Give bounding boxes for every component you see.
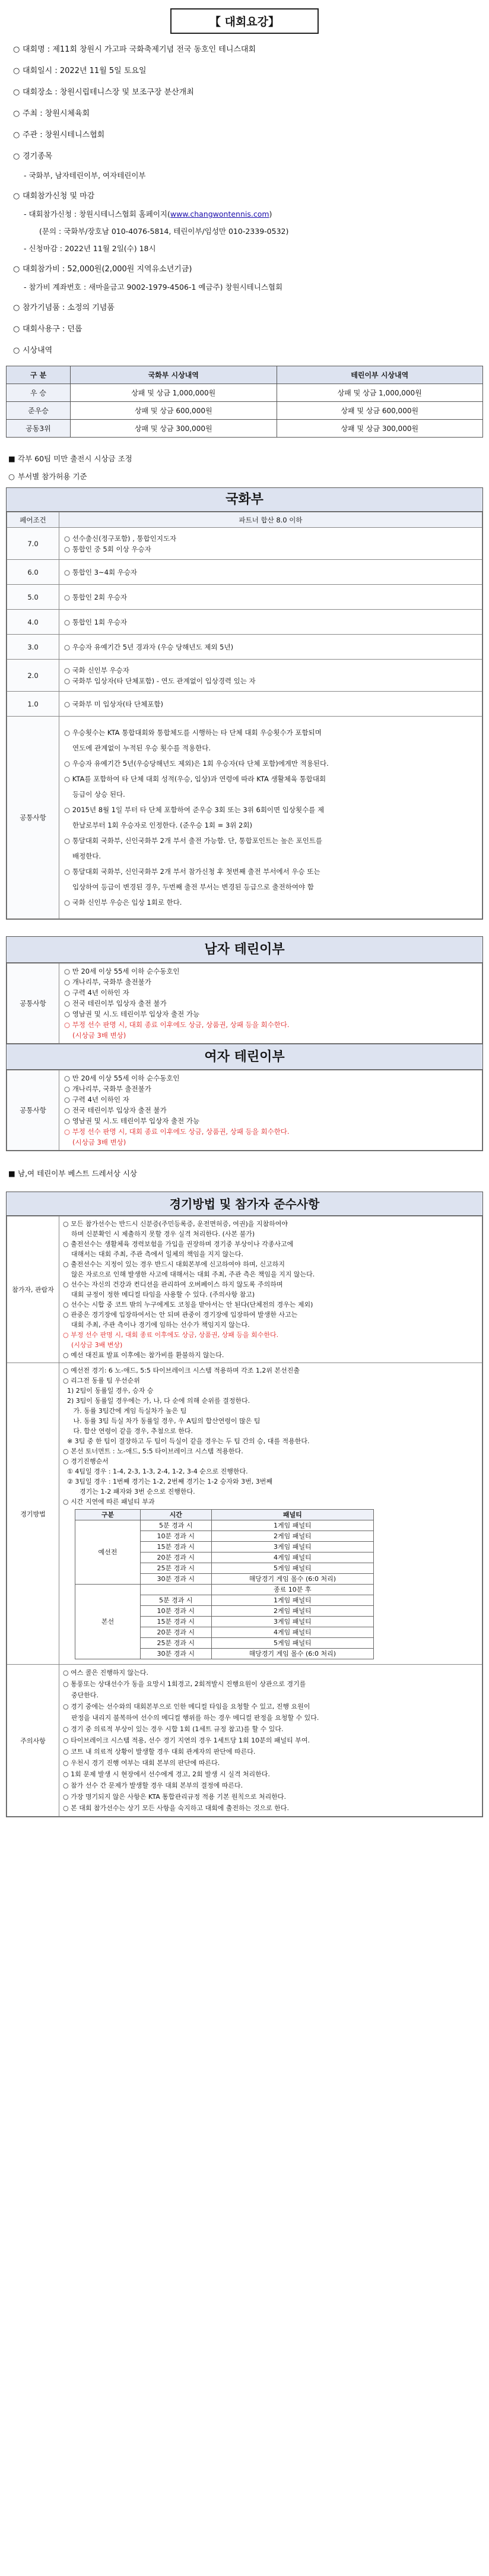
gukhwa-score: 7.0 <box>7 528 59 560</box>
penalty-table: 구분 시간 패널티 예선전 5분 경과 시 1게임 패널티 10분 경과 시 2게임 패널티 15분 경과 시 3게임 패널티 20분 경과 시 4게임 패널티 25분 경과 시 5게임 패널티 30분 경과 시 해당경기 게임 몰수 (6:0 처리) 본선 종료 10분 후 5분 경과 시 1게임 패널티 10분 경과 시 2게임 패널티 15분 경과 시 3게임 패널티 20분 경과 시 4게임 패널티 25분 경과 시 5게임 패널티 30분 경과 시 해당경기 게임 몰수 (6:0 처리) <box>75 1509 374 1659</box>
participant-rule: ○ 출전선수는 지정이 있는 경우 반드시 대회본부에 신고하여야 하며, 신고하지 <box>63 1260 285 1268</box>
info-organizer: ○ 주관 : 창원시테니스협회 <box>13 131 105 140</box>
homepage-link[interactable]: www.changwontennis.com <box>170 210 269 218</box>
prize-table <box>6 366 483 438</box>
caution-rule: ○ 경기 중 의료적 부상이 있는 경우 시합 1회 (1세트 규정 참고)를 할 수 있다. <box>63 1725 284 1733</box>
penalty-value: 4게임 패널티 <box>211 1552 373 1563</box>
participant-rule: ○ 관중은 경기장에 입장하여서는 안 되며 관중이 경기장에 입장하여 발생한 사고는 <box>63 1311 298 1319</box>
penalty-time: 5분 경과 시 <box>141 1595 212 1606</box>
common-line: 입상하여 등급이 변경된 경우, 두번째 출전 부서는 변경된 등급으로 출전하여야 함 <box>72 883 314 891</box>
men-title: 남자 테린이부 <box>7 937 482 963</box>
penalty-value: 5게임 패널티 <box>211 1563 373 1574</box>
common-line: ○ KTA를 포함하여 타 단체 대회 성적(우승, 입상)과 연령에 따라 KTA 생활체육 통합대회 <box>64 775 326 783</box>
participants-label: 참가자, 관람자 <box>7 1216 59 1363</box>
info-gift: ○ 참가기념품 : 소정의 기념품 <box>13 303 115 312</box>
penalty-time: 15분 경과 시 <box>141 1617 212 1627</box>
gukhwa-desc-line: ○ 통합인 중 5회 이상 우승자 <box>64 544 151 553</box>
gukhwa-desc-line: ○ 우승자 유예기간 5년 경과자 (우승 당해년도 제외 5년) <box>64 642 234 651</box>
gukhwa-desc <box>59 528 482 560</box>
gukhwa-header: 파트너 합산 8.0 이하 <box>59 512 482 528</box>
women-label: 공통사항 <box>7 1070 59 1151</box>
participant-rule: ○ 선수는 시합 중 코트 밖의 누구에게도 코칭을 받아서는 안 된다(단체전의 경우는 제외) <box>63 1301 313 1308</box>
caution-rule: 중단한다. <box>71 1691 99 1699</box>
gukhwa-desc-line: ○ 통합인 3~4회 우승자 <box>64 568 138 576</box>
penalty-value: 해당경기 게임 몰수 (6:0 처리) <box>211 1574 373 1585</box>
penalty-value: 해당경기 게임 몰수 (6:0 처리) <box>211 1649 373 1659</box>
gukhwa-desc <box>59 610 482 635</box>
method-rule: ○ 본선 토너먼트 : 노-애드, 5:5 타이브레이크 시스템 적용한다. <box>63 1447 243 1455</box>
prize-note: ■ 각부 60팀 미만 출전시 시상금 조정 <box>8 454 132 463</box>
participants-rules <box>59 1216 482 1363</box>
common-line: ○ 우승횟수는 KTA 통합대회와 통합체도를 시행하는 타 단체 대회 우승횟수가 포함되며 <box>64 728 322 737</box>
method-rule: ○ 예선전 경기: 6 노-애드, 5:5 타이브레이크 시스템 적용하며 각조 1,2위 본선진출 <box>63 1367 300 1374</box>
participant-rule: 대회 주최, 주관 측이나 경기에 임하는 선수가 책임지지 않는다. <box>71 1321 250 1329</box>
penalty-warning: (시상금 3배 변상) <box>71 1341 123 1349</box>
penalty-time: 30분 경과 시 <box>141 1574 212 1585</box>
common-line: 배정한다. <box>72 852 101 860</box>
gukhwa-row <box>7 692 482 717</box>
gukhwa-desc <box>59 635 482 660</box>
gukhwa-desc <box>59 660 482 692</box>
common-line: ○ 국화 신인부 우승은 입상 1회로 한다. <box>64 898 182 907</box>
gukhwa-row <box>7 560 482 585</box>
caution-rules <box>59 1665 482 1817</box>
method-rule: 경기는 1-2 패자와 3번 순으로 진행한다. <box>63 1488 195 1495</box>
info-section <box>13 43 476 357</box>
men-section <box>6 936 483 1151</box>
participants-row <box>7 1216 482 1363</box>
info-ball: ○ 대회사용구 : 던롭 <box>13 325 82 334</box>
women-rules: ○ 만 20세 이상 55세 이하 순수동호인 ○ 개나리부, 국화부 출전불가 ○ 구력 4년 이하인 자 ○ 전국 테린이부 입상자 출전 불가 ○ 영남권 및 시.도 테린이부 입상자 출전 가능 ○ 부정 선수 판명 시, 대회 종료 이후에도 상금, 상품권, 상패 등을 회수한다. (시상금 3배 변상) <box>59 1070 482 1151</box>
gukhwa-desc <box>59 692 482 717</box>
participant-rule: 대회 규정이 정한 메디컬 타임을 사용할 수 있다. (주의사항 참고) <box>71 1291 255 1298</box>
penalty-value: 3게임 패널티 <box>211 1617 373 1627</box>
common-line: ○ 2015년 8월 1일 부터 타 단체 포함하여 준우승 3회 또는 3위 6회이면 입상횟수를 제 <box>64 806 325 814</box>
gukhwa-desc-line: ○ 국화 신인부 우승자 <box>64 666 129 674</box>
penalty-time: 30분 경과 시 <box>141 1649 212 1659</box>
women-title: 여자 테린이부 <box>7 1044 482 1070</box>
penalty-value: 2게임 패널티 <box>211 1531 373 1542</box>
gukhwa-score: 2.0 <box>7 660 59 692</box>
method-rule: ○ 리그전 동률 팀 우선순위 <box>63 1377 140 1384</box>
participant-rule: ○ 선수는 자신의 건강과 컨디션을 관리하여 오버페이스 하지 않도록 주의하며 <box>63 1281 283 1288</box>
penalty-time: 25분 경과 시 <box>141 1638 212 1649</box>
info-venue: ○ 대회장소 : 창원시립테니스장 및 보조구장 분산개최 <box>13 88 194 97</box>
prize-title: ○ 시상내역 <box>13 346 53 355</box>
method-rule: 2) 3팀이 동률일 경우에는 가, 나, 다 순에 의해 순위를 결정한다. <box>63 1397 250 1405</box>
caution-rule: ○ 타이브레이크 시스템 적용, 선수 경기 지연의 경우 1세트당 1회 10분의 패널티 부여. <box>63 1737 310 1744</box>
gukhwa-title: 국화부 <box>7 488 482 512</box>
participant-rule: ○ 모든 참가선수는 반드시 신분증(주민등록증, 운전면허증, 여권)을 지참하여야 <box>63 1220 288 1228</box>
penalty-time: 10분 경과 시 <box>141 1531 212 1542</box>
fee-account: - 참가비 계좌번호 : 새마을금고 9002-1979-4506-1 예금주) 창원시테니스협회 <box>24 283 283 291</box>
penalty-time: 10분 경과 시 <box>141 1606 212 1617</box>
method-rule: ① 4팀일 경우 : 1-4, 2-3, 1-3, 2-4, 1-2, 3-4 순으로 진행한다. <box>63 1468 248 1475</box>
method-rule: 가. 동률 3팀간에 게임 득실차가 높은 팀 <box>63 1407 187 1415</box>
apply-link-line: - 대회참가신청 : 창원시테니스협회 홈페이지(www.changwontennis.com) <box>24 210 272 218</box>
penalty-time <box>141 1585 212 1595</box>
gukhwa-header: 페어조건 <box>7 512 59 528</box>
penalty-time: 5분 경과 시 <box>141 1520 212 1531</box>
caution-rule: 판정을 내리지 불복하여 선수의 메디컬 행위를 하는 경우 메디컬 판정을 요청할 수 있다. <box>71 1714 319 1722</box>
apply-deadline: - 신청마감 : 2022년 11월 2일(수) 18시 <box>24 244 156 253</box>
method-rule: ○ 경기진행순서 <box>63 1457 109 1465</box>
dress-note: ■ 남,여 테린이부 베스트 드레서상 시상 <box>8 1169 137 1178</box>
penalty-row <box>75 1585 374 1595</box>
penalty-value: 4게임 패널티 <box>211 1627 373 1638</box>
info-event-name: ○ 대회명 : 제11회 창원시 가고파 국화축제기념 전국 동호인 테니스대회 <box>13 45 256 54</box>
penalty-time: 15분 경과 시 <box>141 1542 212 1552</box>
prize-row: 공동3위 상패 및 상금 300,000원 상패 및 상금 300,000원 <box>7 420 483 438</box>
caution-rule: ○ 경기 중에는 선수와의 대회본부으로 인한 메디컬 타임을 요청할 수 있고, 진행 요원이 <box>63 1703 310 1710</box>
common-line: 한날로부터 1회 우승자로 인정한다. (준우승 1회 = 3위 2회) <box>72 821 252 829</box>
gukhwa-row <box>7 585 482 610</box>
method-rules <box>59 1363 482 1665</box>
gukhwa-desc <box>59 585 482 610</box>
caution-rule: ○ 본 대회 참가선수는 상기 모든 사항을 숙지하고 대회에 출전하는 것으로 한다. <box>63 1804 289 1812</box>
penalty-value: 종료 10분 후 <box>211 1585 373 1595</box>
common-line: ○ 우승자 유예기간 5년(우승당해년도 제외)은 1회 우승자(타 단체 포함)에게만 적용된다. <box>64 759 329 768</box>
men-label: 공통사항 <box>7 964 59 1044</box>
info-host: ○ 주최 : 창원시체육회 <box>13 109 90 118</box>
penalty-value: 2게임 패널티 <box>211 1606 373 1617</box>
prize-row: 우 승 상패 및 상금 1,000,000원 상패 및 상금 1,000,000원 <box>7 384 483 402</box>
gukhwa-score: 1.0 <box>7 692 59 717</box>
participant-rule: ○ 출전선수는 생활체육 경력보험을 가입을 권장하며 경기중 부상이나 각종사고에 <box>63 1240 294 1248</box>
gukhwa-score: 3.0 <box>7 635 59 660</box>
penalty-time: 25분 경과 시 <box>141 1563 212 1574</box>
penalty-group: 본선 <box>75 1585 141 1659</box>
prize-row: 준우승 상패 및 상금 600,000원 상패 및 상금 600,000원 <box>7 402 483 420</box>
gukhwa-row <box>7 660 482 692</box>
penalty-value: 1게임 패널티 <box>211 1595 373 1606</box>
common-line: ○ 통달대회 국화부, 신인국화부 2개 부서 출전 가능함. 단, 통합포인트는 높은 포인트를 <box>64 837 323 845</box>
common-line: 연도에 관계없이 누적된 우승 횟수를 적용한다. <box>72 744 211 752</box>
caution-row <box>7 1665 482 1817</box>
caution-rule: ○ 참가 선수 간 문제가 발생할 경우 대회 본부의 결정에 따른다. <box>63 1782 243 1789</box>
gukhwa-row <box>7 635 482 660</box>
participant-rule: 대해서는 대회 주최, 주관 측에서 일체의 책임을 지지 않는다. <box>71 1250 243 1258</box>
info-fee: ○ 대회참가비 : 52,000원(2,000원 지역유소년기금) <box>13 265 192 274</box>
gukhwa-desc-line: ○ 국화부 입상자(타 단체포함) - 연도 관계없이 입상경력 있는 자 <box>64 676 256 685</box>
caution-label: 주의사항 <box>7 1665 59 1817</box>
refund-rule: ○ 예선 대진표 발표 이후에는 참가비를 환불하지 않는다. <box>63 1351 224 1359</box>
gukhwa-desc-line: ○ 통합인 1회 우승자 <box>64 617 128 626</box>
penalty-group: 예선전 <box>75 1520 141 1585</box>
caution-rule: ○ 코트 내 의료적 상황이 발생할 경우 대회 관계자의 판단에 따른다. <box>63 1748 256 1756</box>
common-line: ○ 통달대회 국화부, 신인국화부 2개 부서 참가신청 후 첫번째 출전 부서에서 우승 또는 <box>64 867 320 876</box>
participant-rule: 하며 신분확인 시 제출하지 못할 경우 실격 처리한다. (사본 불가) <box>71 1230 255 1238</box>
rules-title: 경기방법 및 참가자 준수사항 <box>7 1192 482 1216</box>
gukhwa-desc-line: ○ 통합인 2회 우승자 <box>64 592 128 601</box>
caution-rule: ○ 통풍또는 상대선수가 동을 요망시 1회경고, 2회적발시 진행요원이 상관으로 경기를 <box>63 1680 306 1688</box>
info-date: ○ 대회일시 : 2022년 11월 5일 토요일 <box>13 66 147 75</box>
gukhwa-desc-line: ○ 국화부 미 입상자(타 단체포함) <box>64 699 163 708</box>
penalty-row <box>75 1520 374 1531</box>
penalty-time: 20분 경과 시 <box>141 1552 212 1563</box>
method-rule: ② 3팀일 경우 : 1번째 경기는 1-2, 2번째 경기는 1-2 승자와 3번, 3번째 <box>63 1478 272 1485</box>
gukhwa-row <box>7 528 482 560</box>
caution-rule: ○ 가장 명기되지 않은 사항은 KTA 통합관리규정 적용 기본 원칙으로 처리한다. <box>63 1793 286 1801</box>
method-rule: ○ 시간 지연에 따른 패널티 부과 <box>63 1498 155 1506</box>
penalty-value: 1게임 패널티 <box>211 1520 373 1531</box>
method-row <box>7 1363 482 1665</box>
apply-title: ○ 대회참가신청 및 마감 <box>13 192 95 201</box>
grade-title: ○ 부서별 참가허용 기준 <box>8 472 87 481</box>
penalty-value: 3게임 패널티 <box>211 1542 373 1552</box>
gukhwa-score: 6.0 <box>7 560 59 585</box>
common-line: 등급이 상승 된다. <box>72 790 125 799</box>
gukhwa-score: 5.0 <box>7 585 59 610</box>
gukhwa-desc-line: ○ 선수출신(정구포함) , 통합인지도자 <box>64 534 177 543</box>
prize-header: 국화부 시상내역 <box>71 366 277 384</box>
method-rule: ※ 3팀 중 한 팀이 결장하고 두 팀이 득실이 같을 경우는 두 팀 간의 승, 대를 적용한다. <box>63 1437 310 1445</box>
events-list: - 국화부, 남자테린이부, 여자테린이부 <box>24 171 146 180</box>
info-events: ○ 경기종목 <box>13 152 53 161</box>
prize-header: 테린이부 시상내역 <box>277 366 483 384</box>
method-rule: 나. 동률 3팀 득실 차가 동률일 경우, 우 A팀의 합산연령이 많은 팀 <box>63 1417 261 1425</box>
gukhwa-common-row: 공통사항 ○ 우승횟수는 KTA 통합대회와 통합체도를 시행하는 타 단체 대회 우승횟수가 포함되며 연도에 관계없이 누적된 우승 횟수를 적용한다. ○ 우승자 유예기간 5년(우승당해년도 제외)은 1회 우승자(타 단체 포함)에게만 적용된다. ○ KTA를 포함하여 타 단체 대회 성적(우승, 입상)과 연령에 따라 KTA 생활체육 통합대회 등급이 상승 된다. ○ 2015년 8월 1일 부터 타 단체 포함하여 준우승 3회 또는 3위 6회이면 입상횟수를 제 한날로부터 1회 우승자로 인정한다. (준우승 1회 = 3위 2회) ○ 통달대회 국화부, 신인국화부 2개 부서 출전 가능함. 단, 통합포인트는 높은 포인트를 배정한다. ○ 통달대회 국화부, 신인국화부 2개 부서 참가신청 후 첫번째 출전 부서에서 우승 또는 입상하여 등급이 변경된 경우, 두번째 출전 부서는 변경된 등급으로 출전하여야 함 ○ 국화 신인부 우승은 입상 1회로 한다. <box>7 717 482 919</box>
gukhwa-desc <box>59 560 482 585</box>
penalty-value: 5게임 패널티 <box>211 1638 373 1649</box>
page-title: 【 대회요강】 <box>170 8 319 34</box>
prize-header: 구 분 <box>7 366 71 384</box>
method-rule: 1) 2팀이 동률일 경우, 승자 승 <box>63 1387 154 1395</box>
method-label: 경기방법 <box>7 1363 59 1665</box>
rules-section <box>6 1192 483 1817</box>
men-rules: ○ 만 20세 이상 55세 이하 순수동호인 ○ 개나리부, 국화부 출전불가 ○ 구력 4년 이하인 자 ○ 전국 테린이부 입상자 출전 불가 ○ 영남권 및 시.도 테린이부 입상자 출전 가능 ○ 부정 선수 판명 시, 대회 종료 이후에도 상금, 상품권, 상패 등을 회수한다. (시상금 3배 변상) <box>59 964 482 1044</box>
penalty-time: 20분 경과 시 <box>141 1627 212 1638</box>
caution-rule: ○ 1회 문제 발생 시 현장에서 선수에게 경고, 2회 발생 시 실격 처리한다. <box>63 1770 270 1778</box>
caution-rule: ○ 우천시 경기 진행 여부는 대회 본부의 판단에 따른다. <box>63 1759 220 1767</box>
gukhwa-table <box>7 512 482 919</box>
apply-contact: (문의 : 국화부/장호남 010-4076-5814, 테린이부/임성만 010-2339-0532) <box>39 227 289 236</box>
caution-rule: ○ 여스 콜은 진행하지 않는다. <box>63 1669 148 1677</box>
gukhwa-row <box>7 610 482 635</box>
method-rule: 다. 합산 연령이 같을 경우, 추첨으로 한다. <box>63 1427 193 1435</box>
gukhwa-score: 4.0 <box>7 610 59 635</box>
participant-rule: 않은 자로으로 인해 발생한 사고에 대해서는 대회 주최, 주관 측은 책임을 지지 않는다. <box>71 1270 315 1278</box>
gukhwa-section <box>6 487 483 920</box>
penalty-warning: ○ 부정 선수 판명 시, 대회 종료 이후에도 상금, 상품권, 상패 등을 회수한다. <box>63 1331 279 1339</box>
